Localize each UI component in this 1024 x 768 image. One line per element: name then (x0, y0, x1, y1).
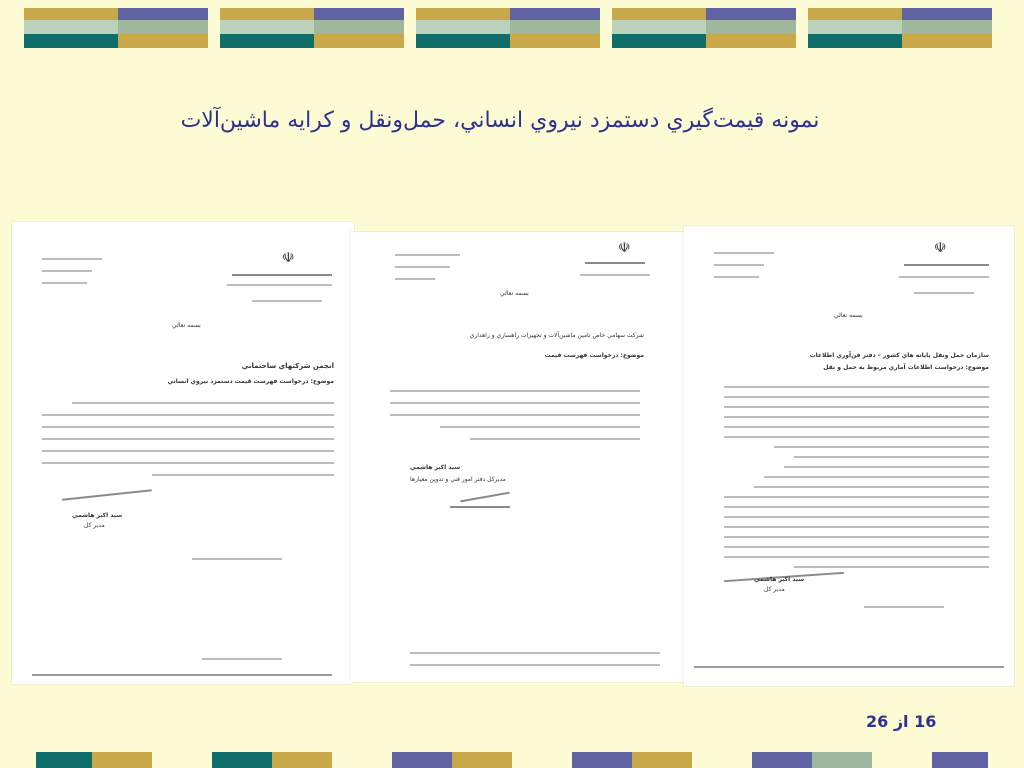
doc-signature: سيد اكبر هاشمي (410, 464, 461, 471)
deco-block (220, 8, 404, 48)
letter-scan-1: ☫ بسمه تعالي انجمن شركتهاي ساختماني موضوع: درخواست فهرست قيمت دستمزد نيروي انساني سيد اكبر هاشمي مدير كل (12, 222, 354, 684)
doc-signature: سيد اكبر هاشمي (72, 512, 123, 519)
doc-subject: موضوع: درخواست اطلاعات آماري مربوط به حمل و نقل (823, 364, 989, 371)
page-current: 16 (914, 712, 937, 731)
page-separator: از (893, 712, 909, 731)
top-decoration (0, 8, 1024, 48)
letter-scan-2: ☫ بسمه تعالي شركت سهامي خاص تامين ماشين‌آلات و تجهيزات راهسازي و راهداري موضوع: درخواست فهرست قيمت سيد اكبر هاشمي مديركل دفتر امور فني و تدوين معيارها (350, 232, 684, 682)
emblem-icon: ☫ (618, 240, 631, 256)
bottom-decoration (0, 752, 1024, 768)
page-indicator (866, 712, 936, 731)
emblem-icon: ☫ (934, 240, 947, 256)
doc-heading: شركت سهامي خاص تامين ماشين‌آلات و تجهيزات راهسازي و راهداري (469, 332, 644, 339)
deco-block (416, 8, 600, 48)
deco-block (612, 8, 796, 48)
letter-scan-3: ☫ بسمه تعالي سازمان حمل ونقل پايانه هاي كشور – دفتر فن‌آوري اطلاعات موضوع: درخواست اطلاعات آماري مربوط به حمل و نقل سيد اكبر هاشمي مدير كل (684, 226, 1014, 686)
deco-block (808, 8, 992, 48)
slide-title: نمونه قيمت‌گيري دستمزد نيروي انساني، حمل‌ونقل و كرايه ماشين‌آلات (180, 108, 820, 133)
doc-heading: انجمن شركتهاي ساختماني (241, 362, 334, 370)
doc-signature: سيد اكبر هاشمي (754, 576, 805, 583)
doc-role: مدير كل (764, 586, 785, 593)
doc-subject: موضوع: درخواست فهرست قيمت دستمزد نيروي انساني (167, 378, 334, 385)
doc-subject: موضوع: درخواست فهرست قيمت (544, 352, 644, 359)
deco-block (24, 8, 208, 48)
doc-role: مديركل دفتر امور فني و تدوين معيارها (410, 476, 506, 483)
emblem-icon: ☫ (282, 250, 295, 266)
page-total: 26 (866, 712, 889, 731)
doc-role: مدير كل (84, 522, 105, 529)
doc-heading: سازمان حمل ونقل پايانه هاي كشور – دفتر فن‌آوري اطلاعات (809, 352, 989, 359)
